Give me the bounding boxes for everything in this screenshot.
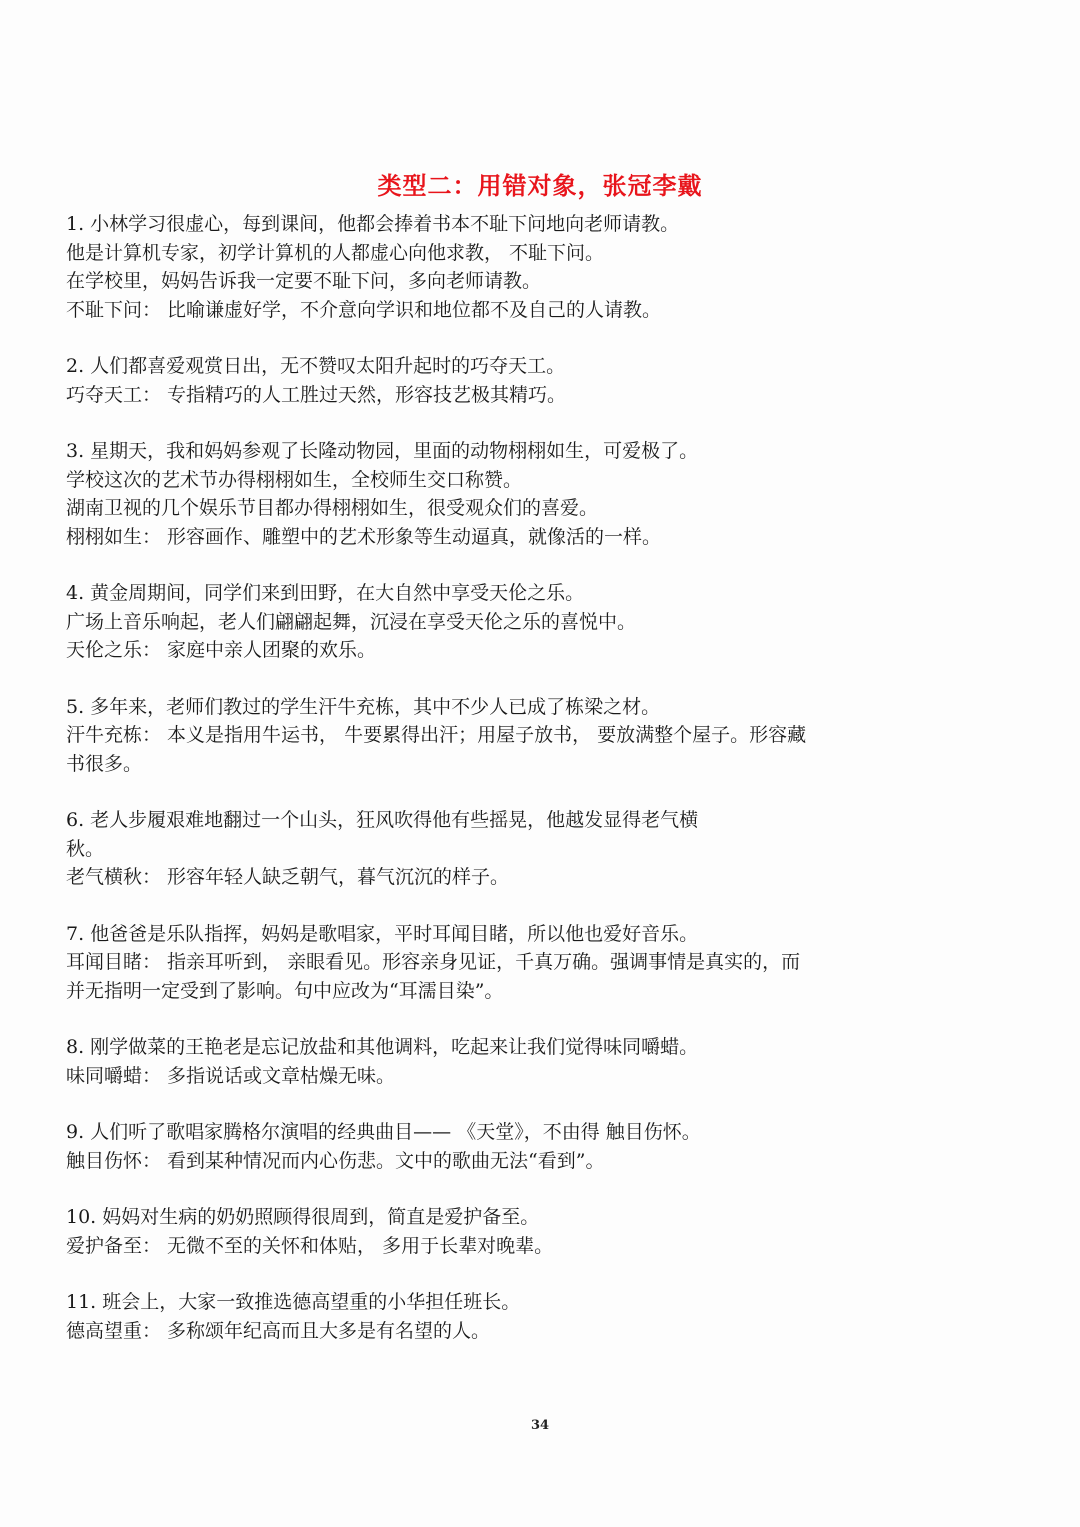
example-sentence: 6. 老人步履艰难地翻过一个山头，狂风吹得他有些摇晃，他越发显得老气横 [66, 809, 699, 831]
idiom-item [66, 352, 946, 409]
idiom-item [66, 920, 946, 1006]
idiom-item [66, 579, 946, 665]
idiom-line: 不耻下问： 比喻谦虚好学，不介意向学识和地位都不及自己的人请教。 [66, 298, 662, 321]
example-sentence: 4. 黄金周期间，同学们来到田野，在大自然中享受天伦之乐。 [66, 582, 585, 604]
section-title: 类型二：用错对象，张冠李戴 [377, 172, 703, 200]
example-sentence: 7. 他爸爸是乐队指挥，妈妈是歌唱家，平时耳闻目睹，所以他也爱好音乐。 [66, 922, 699, 945]
idiom-line: 巧夺天工： 专指精巧的人工胜过天然，形容技艺极其精巧。 [66, 383, 567, 406]
example-sentence: 5. 多年来，老师们教过的学生汗牛充栋，其中不少人已成了栋梁之材。 [66, 695, 661, 718]
idiom-line: 爱护备至： 无微不至的关怀和体贴， 多用于长辈对晚辈。 [66, 1234, 554, 1257]
idiom-list [66, 210, 946, 1373]
idiom-line: 湖南卫视的几个娱乐节目都办得栩栩如生，很受观众们的喜爱。 [66, 497, 599, 519]
example-sentence: 1. 小林学习很虚心，每到课间，他都会捧着书本不耻下问地向老师请教。 [66, 213, 680, 235]
idiom-item [66, 1203, 946, 1260]
page-number: 34 [530, 1418, 550, 1433]
example-sentence: 2. 人们都喜爱观赏日出，无不赞叹太阳升起时的巧夺天工。 [66, 355, 566, 377]
idiom-line: 老气横秋： 形容年轻人缺乏朝气，暮气沉沉的样子。 [66, 866, 510, 888]
example-sentence: 10. 妈妈对生病的奶奶照顾得很周到，简直是爱护备至。 [66, 1206, 540, 1228]
idiom-item [66, 210, 946, 324]
example-sentence: 11. 班会上，大家一致推选德高望重的小华担任班长。 [66, 1291, 521, 1313]
idiom-line: 德高望重： 多称颂年纪高而且大多是有名望的人。 [66, 1319, 491, 1342]
idiom-line: 秋。 [66, 837, 105, 860]
idiom-line: 并无指明一定受到了影响。句中应改为“耳濡目染”。 [66, 979, 504, 1002]
idiom-line: 栩栩如生： 形容画作、雕塑中的艺术形象等生动逼真，就像活的一样。 [66, 525, 662, 548]
idiom-item [66, 1118, 946, 1175]
idiom-item [66, 693, 946, 779]
idiom-line: 汗牛充栋： 本义是指用牛运书， 牛要累得出汗；用屋子放书， 要放满整个屋子。形容藏 [66, 724, 807, 746]
idiom-item [66, 1033, 946, 1090]
idiom-line: 他是计算机专家，初学计算机的人都虚心向他求教， 不耻下问。 [66, 241, 605, 264]
idiom-line: 味同嚼蜡： 多指说话或文章枯燥无味。 [66, 1064, 396, 1087]
idiom-item [66, 806, 946, 892]
idiom-line: 天伦之乐： 家庭中亲人团聚的欢乐。 [66, 639, 377, 661]
idiom-line: 学校这次的艺术节办得栩栩如生，全校师生交口称赞。 [66, 468, 523, 491]
idiom-item [66, 1288, 946, 1345]
example-sentence: 3. 星期天，我和妈妈参观了长隆动物园，里面的动物栩栩如生，可爱极了。 [66, 440, 699, 462]
example-sentence: 8. 刚学做菜的王艳老是忘记放盐和其他调料，吃起来让我们觉得味同嚼蜡。 [66, 1036, 699, 1058]
idiom-line: 书很多。 [66, 752, 143, 775]
example-sentence: 9. 人们听了歌唱家腾格尔演唱的经典曲目—— 《天堂》，不由得 触目伤怀。 [66, 1121, 701, 1143]
idiom-line: 触目伤怀： 看到某种情况而内心伤悲。文中的歌曲无法“看到”。 [66, 1149, 605, 1172]
idiom-line: 广场上音乐响起，老人们翩翩起舞，沉浸在享受天伦之乐的喜悦中。 [66, 610, 637, 633]
idiom-item [66, 437, 946, 551]
idiom-line: 在学校里，妈妈告诉我一定要不耻下问，多向老师请教。 [66, 270, 542, 292]
idiom-line: 耳闻目睹： 指亲耳听到， 亲眼看见。形容亲身见证，千真万确。强调事情是真实的，而 [66, 951, 801, 973]
